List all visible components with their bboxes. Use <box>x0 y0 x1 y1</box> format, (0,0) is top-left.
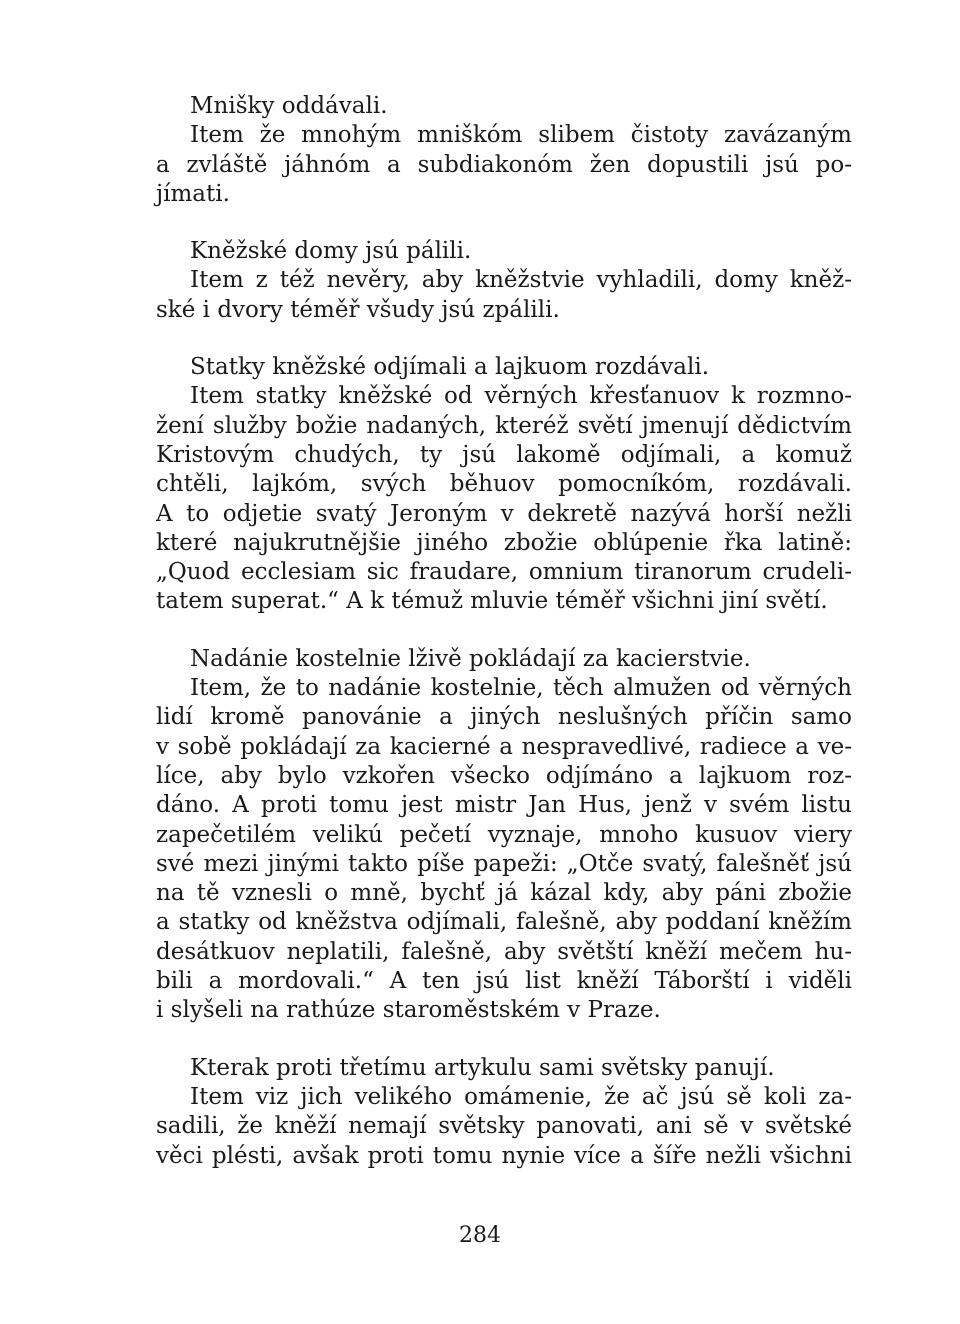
text-line: Item že mnohým mniškóm slibem čistoty zavázaným <box>190 122 852 149</box>
text-line: Item viz jich velikého omámenie, že ač jsú sě koli za- <box>190 1083 852 1110</box>
text-line: a zvláště jáhnóm a subdiakonóm žen dopustili jsú po- <box>156 151 852 178</box>
text-line: na tě vznesli o mně, bychť já kázal kdy, aby páni zbožie <box>156 880 852 907</box>
section-heading: Kněžské domy jsú pálili. <box>190 238 472 265</box>
text-line: a statky od kněžstva odjímali, falešně, aby poddaní kněžím <box>156 909 852 936</box>
section-heading: Nadánie kostelnie lživě pokládají za kacierstvie. <box>190 645 751 672</box>
text-line: věci plésti, avšak proti tomu nynie více a šíře nežli všichni <box>156 1142 852 1169</box>
text-line: A to odjetie svatý Jeroným v dekretě nazývá horší nežli <box>156 500 852 527</box>
text-line: chtěli, lajkóm, svých běhuov pomocníkóm, rozdávali. <box>156 471 852 498</box>
text-line: Item, že to nadánie kostelnie, těch almužen od věrných <box>190 675 852 702</box>
page-number: 284 <box>459 1223 501 1248</box>
text-line: žení služby božie nadaných, kteréž světí jmenují dědictvím <box>156 412 852 439</box>
text-line: jímati. <box>156 180 230 207</box>
section-5 <box>156 1054 852 1171</box>
section-4 <box>156 645 852 1026</box>
section-3 <box>156 353 852 617</box>
text-line: i slyšeli na rathúze staroměstském v Praze. <box>156 997 661 1024</box>
page-body <box>156 92 852 1199</box>
text-line: tatem superat.“ A k témuž mluvie téměř všichni jiní světí. <box>156 588 828 615</box>
text-line: lidí kromě panovánie a jiných neslušných příčin samo <box>156 704 852 731</box>
text-line: ské i dvory téměř všudy jsú zpálili. <box>156 296 560 323</box>
section-heading: Statky kněžské odjímali a lajkuom rozdávali. <box>190 354 710 381</box>
text-line: které najukrutnějšie jiného zbožie oblúpenie řka latině: <box>156 529 852 556</box>
text-line: Item statky kněžské od věrných křesťanuov k rozmno- <box>190 383 852 410</box>
text-line: Kristovým chudých, ty jsú lakomě odjímali, a komuž <box>156 441 852 468</box>
text-line: Item z též nevěry, aby kněžstvie vyhladili, domy kněž- <box>190 267 852 294</box>
text-line: dáno. A proti tomu jest mistr Jan Hus, jenž v svém listu <box>156 792 852 819</box>
text-line: desátkuov neplatili, falešně, aby světští kněží mečem hu- <box>156 938 852 965</box>
text-line: bili a mordovali.“ A ten jsú list kněží Táborští i viděli <box>156 968 852 995</box>
section-1 <box>156 92 852 209</box>
section-heading: Mnišky oddávali. <box>190 93 388 119</box>
section-heading: Kterak proti třetímu artykulu sami světsky panují. <box>190 1054 775 1081</box>
text-line: své mezi jinými takto píše papeži: „Otče svatý, falešněť jsú <box>156 850 852 877</box>
text-line: „Quod ecclesiam sic fraudare, omnium tiranorum crudeli- <box>156 559 852 586</box>
text-line: líce, aby bylo vzkořen všecko odjímáno a lajkuom roz- <box>156 762 852 789</box>
text-line: sadili, že kněží nemají světsky panovati, ani sě v světské <box>156 1113 852 1140</box>
section-2 <box>156 237 852 325</box>
text-line: zapečetilém velikú pečetí vyznaje, mnoho kusuov viery <box>156 821 852 848</box>
text-line: v sobě pokládají za kacierné a nespravedlivé, radiece a ve- <box>156 733 852 760</box>
